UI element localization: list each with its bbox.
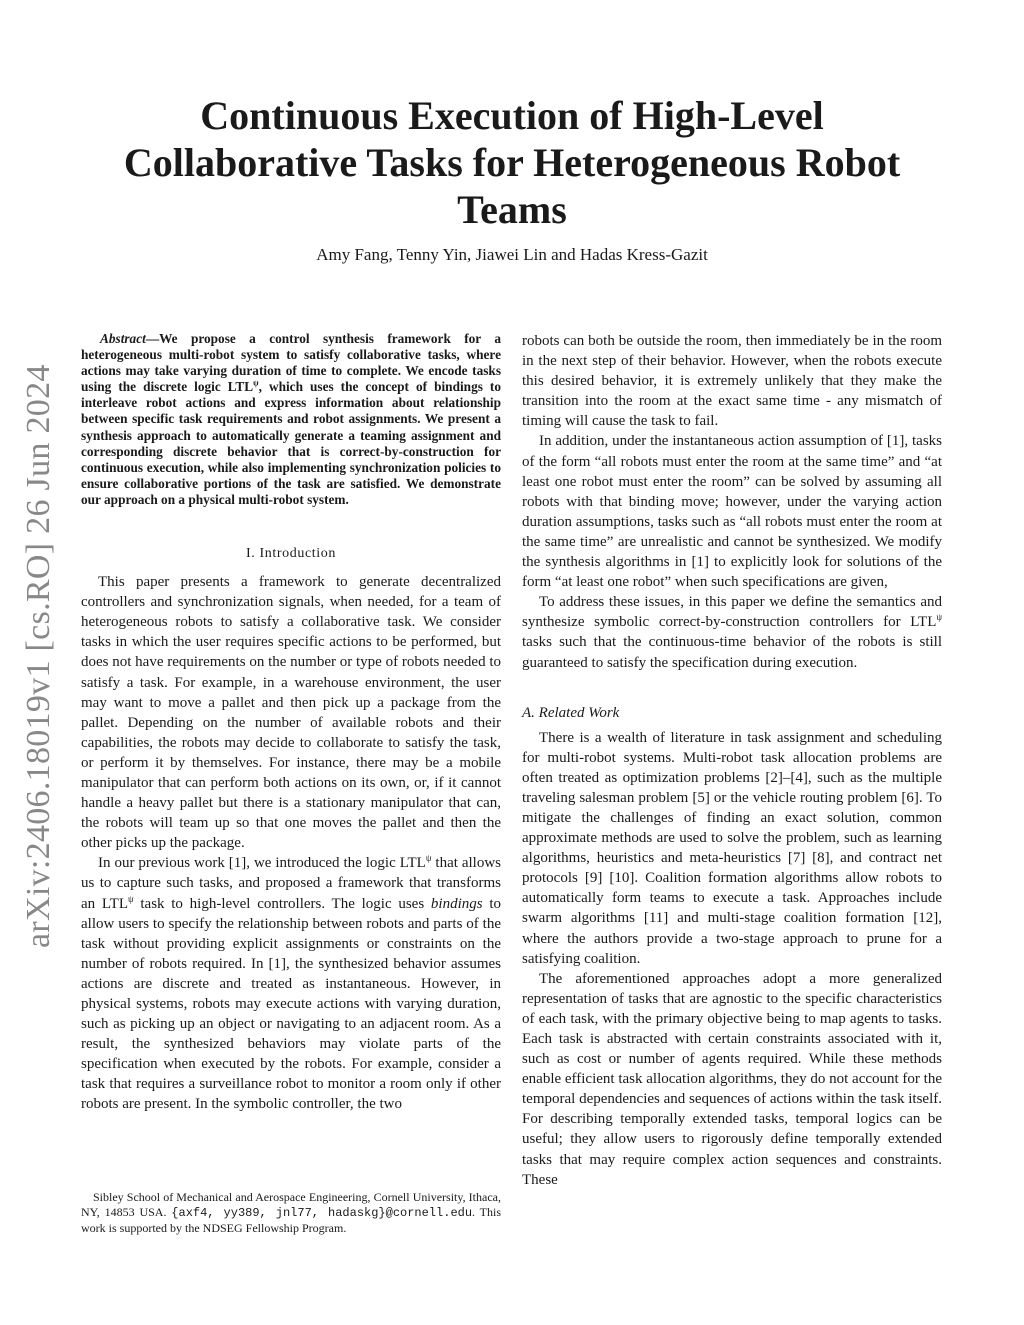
left-column: [81, 331, 501, 1115]
arxiv-identifier: arXiv:2406.18019v1 [cs.RO] 26 Jun 2024: [20, 364, 57, 948]
footnote-affiliation: Sibley School of Mechanical and Aerospace Engineering, Cornell University, Ithaca, NY, 14853 USA.: [81, 1190, 501, 1219]
paper-title: Continuous Execution of High-Level Collaborative Tasks for Heterogeneous Robot Teams: [123, 93, 901, 232]
abstract: [81, 331, 501, 508]
intro-paragraph-3: robots can both be outside the room, then immediately be in the room in the next step of their behavior. However, when the robots execute this desired behavior, it is extremely unlikely that they make the transition into the room at the exact same time - any mismatch of timing will cause the task to fail.: [522, 333, 942, 430]
intro-paragraph-4: In addition, under the instantaneous action assumption of [1], tasks of the form “all robots must enter the room at the same time” and “at least one robot must enter the room” can be solved by assuming all robots with that binding move; however, under the varying action duration assumptions, tasks such as “all robots must enter the room at the same time” are unrealistic and cannot be synthesized. We modify the synthesis algorithms in [1] to explicitly look for solutions of the form “at least one robot” when such specifications are given,: [522, 433, 942, 591]
footnote-funding: . This work is supported by the NDSEG Fellowship Program.: [81, 1204, 501, 1235]
intro-paragraph-5: To address these issues, in this paper we define the semantics and synthesize symbolic correct-by-construction controllers for $LTL^\psi$ tasks such that the continuous-time behavior of the robots is still guaranteed to satisfy the specification during execution.: [522, 594, 942, 671]
abstract-label: Abstract: [100, 331, 146, 346]
related-work-paragraph-1: There is a wealth of literature in task assignment and scheduling for multi-robot systems. Multi-robot task allocation problems are often treated as optimization problems [2]–[4], such as the multiple traveling salesman problem [5] or the vehicle routing problem [6]. To mitigate the challenges of finding an exact solution, common approximate methods are used to solve the problem, such as learning algorithms, heuristics and meta-heuristics [7] [8], and contract net protocols [9] [10]. Coalition formation algorithms allow robots to automatically form teams to execute a task. Approaches include swarm algorithms [11] and multi-stage coalition formation [12], where the authors provide a two-stage approach to prune for a satisfying coalition.: [522, 729, 942, 967]
intro-paragraph-1: This paper presents a framework to generate decentralized controllers and synchronization signals, when needed, for a team of heterogeneous robots to satisfy a collaborative task. We consider tasks in which the user requires specific actions to be performed, but does not have requirements on the number or type of robots needed to satisfy a task. For example, in a warehouse environment, the user may want to move a pallet and then pick up a package from the pallet. Depending on the number of available robots and their capabilities, the robots may decide to collaborate to satisfy the task, or perform it by themselves. For instance, there may be a mobile manipulator that can perform both actions on its own, or, if it cannot handle a heavy pallet but there is a stationary manipulator that can, the robots will team up so that one moves the pallet and then the other picks up the package.: [81, 574, 501, 852]
section-heading-introduction: [81, 544, 501, 564]
intro-paragraph-2: In our previous work [1], we introduced the logic $LTL^\psi$ that allows us to capture such tasks, and proposed a framework that transforms an $LTL^\psi$ task to high-level controllers. The logic uses bindings to allow users to specify the relationship between robots and parts of the task without providing explicit assignments or constraints on the number of robots required. In [1], the synthesized behavior assumes actions are discrete and treated as instantaneous. However, in physical systems, robots may execute actions with varying duration, such as picking up an object or navigating to an adjacent room. As a result, the synthesized behaviors may violate parts of the specification when executed by the robots. For example, consider a task that requires a surveillance robot to monitor a room only if other robots are present. In the symbolic controller, the two: [81, 853, 502, 1113]
author-list: Amy Fang, Tenny Yin, Jiawei Lin and Hadas Kress-Gazit: [316, 245, 708, 264]
subsection-heading-related-work: A. Related Work: [522, 704, 620, 721]
section-number: I.: [246, 546, 256, 562]
abstract-text: —We propose a control synthesis framework for a heterogeneous multi-robot system to satisfy collaborative tasks, where actions may take varying duration of time to complete. We encode tasks using the discrete logic $LTL^\psi$, which uses the concept of bindings to interleave robot actions and express information about relationship between specific task requirements and robot assignments. We present a synthesis approach to automatically generate a teaming assignment and corresponding discrete behavior that is correct-by-construction for continuous execution, while also implementing synchronization policies to ensure collaborative portions of the task are satisfied. We demonstrate our approach on a physical multi-robot system.: [81, 331, 501, 507]
footnote-emails: {axf4, yy389, jnl77, hadaskg}@cornell.edu: [171, 1205, 473, 1220]
section-title: Introduction: [259, 546, 336, 562]
related-work-paragraph-2: The aforementioned approaches adopt a more generalized representation of tasks that are agnostic to the specific characteristics of each task, with the primary objective being to map agents to tasks. Each task is abstracted with certain constraints associated with it, such as cost or number of agents required. While these methods enable efficient task allocation algorithms, they do not account for the temporal dependencies and sequences of actions within the task itself. For describing temporally extended tasks, temporal logics can be useful; they allow users to rigorously define temporally extended tasks that may require complex action sequences and constraints. These: [522, 970, 942, 1188]
affiliation-footnote: [81, 1190, 501, 1235]
right-column: [522, 331, 942, 1190]
